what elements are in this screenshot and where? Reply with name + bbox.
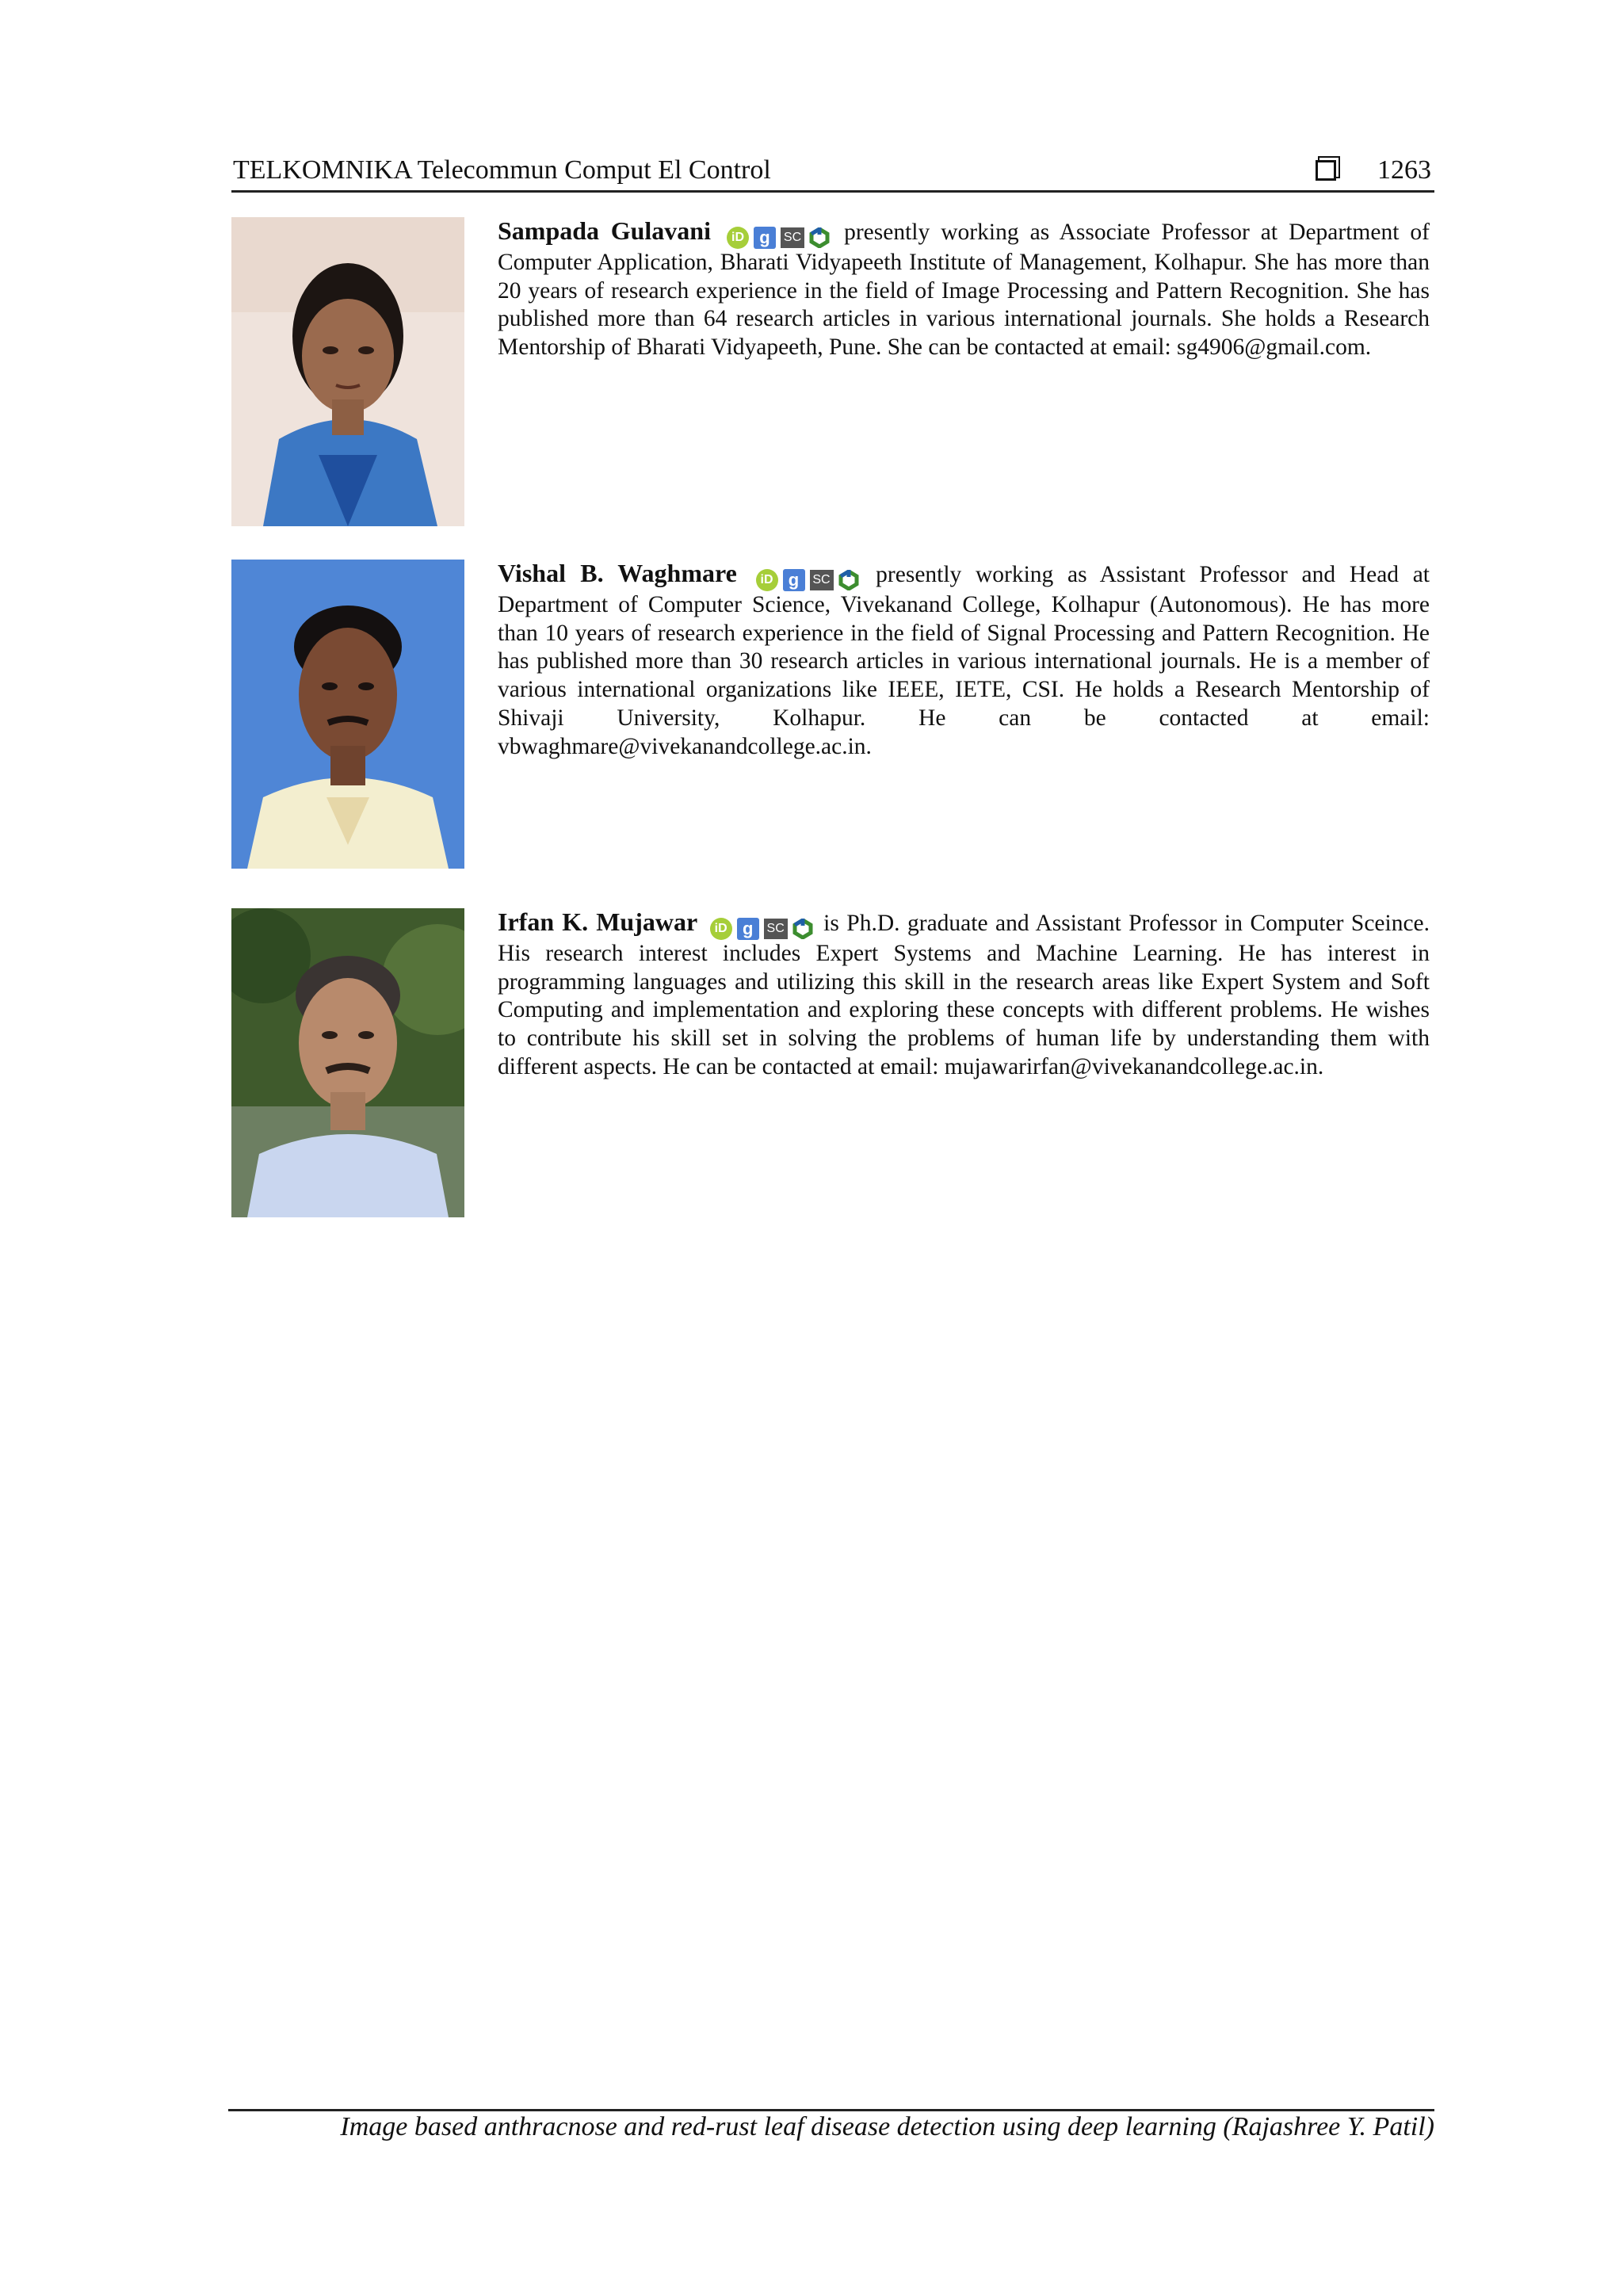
profile-icons [710, 918, 813, 940]
page-number: 1263 [1377, 155, 1431, 185]
portrait-photo [231, 908, 464, 1217]
google-scholar-icon[interactable]: g [754, 227, 776, 249]
author-name: Irfan K. Mujawar [498, 907, 698, 936]
footer-rule [228, 2109, 1434, 2111]
publons-icon[interactable] [838, 570, 859, 590]
square-bullet-icon [1316, 160, 1336, 181]
orcid-icon[interactable]: iD [727, 227, 749, 249]
author-name: Vishal B. Waghmare [498, 559, 737, 587]
bio-text: is Ph.D. graduate and Assistant Professor in Computer Sceince. His research interest includes Expert Systems and Machine Learning. He has interest in programming languages and utilizing this skill in the research areas like Expert System and Soft Computing and implementation and exploring these concepts with different problems. He wishes to contribute his skill set in solving the problems of human life by understanding them with different aspects. He can be contacted at email: mujawarirfan@vivekanandcollege.ac.in. [498, 911, 1430, 1080]
google-scholar-icon[interactable]: g [737, 918, 759, 940]
journal-name: TELKOMNIKA Telecommun Comput El Control [233, 155, 771, 185]
author-name: Sampada Gulavani [498, 216, 711, 245]
orcid-icon[interactable]: iD [756, 569, 778, 591]
portrait-photo [231, 560, 464, 869]
scopus-icon[interactable]: SC [781, 227, 804, 248]
scopus-icon[interactable]: SC [764, 919, 788, 939]
bio-paragraph-3 [498, 908, 1430, 1082]
orcid-icon[interactable]: iD [710, 918, 732, 940]
publons-icon[interactable] [792, 919, 813, 939]
author-photo-1 [231, 217, 464, 526]
running-footer: Image based anthracnose and red-rust leaf disease detection using deep learning (Rajashree Y. Patil) [340, 2112, 1434, 2141]
profile-icons [727, 227, 830, 249]
portrait-photo [231, 217, 464, 526]
bio-paragraph-2 [498, 560, 1430, 762]
profile-icons [756, 569, 859, 591]
running-header [231, 152, 1434, 193]
publons-icon[interactable] [809, 227, 830, 248]
bio-text: presently working as Associate Professor at Department of Computer Application, Bharati Vidyapeeth Institute of Management, Kolhapur. She has more than 20 years of research experience in the field of Image Processing and Pattern Recognition. She has published more than 64 research articles in various international journals. She holds a Research Mentorship of Bharati Vidyapeeth, Pune. She can be contacted at email: sg4906@gmail.com. [498, 220, 1430, 361]
bio-text: presently working as Assistant Professor and Head at Department of Computer Science, Vivekanand College, Kolhapur (Autonomous). He has more than 10 years of research experience in the field of Signal Processing and Pattern Recognition. He has published more than 30 research articles in various international journals. He is a member of various international organizations like IEEE, IETE, CSI. He holds a Research Mentorship of Shivaji University, Kolhapur. He can be contacted at email: vbwaghmare@vivekanandcollege.ac.in. [498, 562, 1430, 759]
author-photo-3 [231, 908, 464, 1217]
header-right [1316, 155, 1431, 185]
author-photo-2 [231, 560, 464, 869]
google-scholar-icon[interactable]: g [783, 569, 805, 591]
bio-paragraph-1 [498, 217, 1430, 362]
scopus-icon[interactable]: SC [810, 570, 834, 590]
